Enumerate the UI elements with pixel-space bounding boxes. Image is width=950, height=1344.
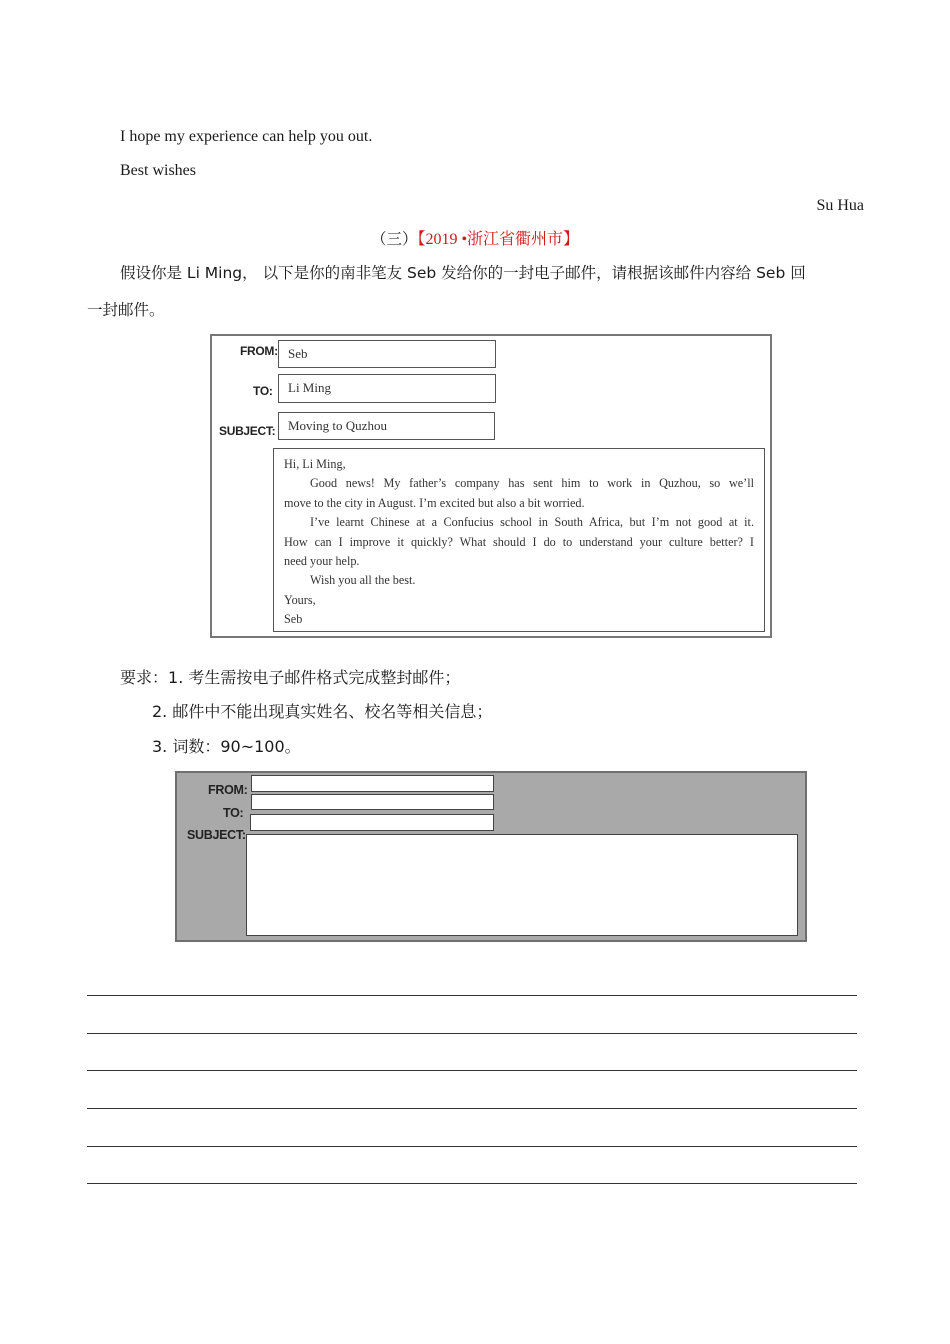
- form-to-input[interactable]: [251, 794, 494, 810]
- answer-line[interactable]: [87, 1146, 857, 1147]
- answer-line[interactable]: [87, 995, 857, 996]
- prompt-line-1: 假设你是 Li Ming， 以下是你的南非笔友 Seb 发给你的一封电子邮件，请根据该邮件内容给 Seb 回: [120, 264, 806, 282]
- prompt-line-2: 一封邮件。: [87, 301, 165, 319]
- form-to-label: TO:: [223, 806, 244, 820]
- form-subject-label: SUBJECT:: [187, 828, 246, 842]
- form-body-input[interactable]: [246, 834, 798, 936]
- body-line: Hi, Li Ming,: [284, 457, 346, 471]
- body-line: I’ve learnt Chinese at a Confucius school in South Africa, but I’m not good at it.: [310, 515, 754, 530]
- form-from-input[interactable]: [251, 775, 494, 792]
- signature: Su Hua: [816, 197, 864, 214]
- requirements-intro: 要求：: [120, 668, 169, 687]
- email-body: [273, 448, 765, 632]
- blank-email-form: [175, 771, 807, 942]
- subject-label: SUBJECT:: [219, 424, 276, 438]
- section-heading: [0, 229, 950, 250]
- answer-line[interactable]: [87, 1033, 857, 1034]
- body-line: Wish you all the best.: [310, 573, 416, 588]
- answer-line[interactable]: [87, 1183, 857, 1184]
- requirement-3: 3. 词数：90~100。: [152, 737, 301, 756]
- requirement-1: [120, 668, 460, 688]
- body-line: move to the city in August. I’m excited but also a bit worried.: [284, 495, 585, 510]
- answer-line[interactable]: [87, 1108, 857, 1109]
- sign-off: Best wishes: [120, 162, 196, 179]
- answer-line[interactable]: [87, 1070, 857, 1071]
- from-field: Seb: [278, 340, 496, 368]
- body-line: Yours,: [284, 592, 316, 607]
- section-number: （三）: [370, 230, 418, 248]
- body-line: Seb: [284, 612, 303, 627]
- to-field: Li Ming: [278, 374, 496, 403]
- example-email: [210, 334, 772, 638]
- to-label: TO:: [253, 384, 273, 398]
- form-subject-input[interactable]: [250, 814, 494, 831]
- requirement-2: 2. 邮件中不能出现真实姓名、校名等相关信息；: [152, 702, 493, 721]
- form-from-label: FROM:: [208, 783, 248, 797]
- body-line: need your help.: [284, 554, 360, 569]
- subject-field: Moving to Quzhou: [278, 412, 495, 440]
- from-label: FROM:: [240, 344, 278, 358]
- section-source: 【2019 •浙江省衢州市】: [417, 231, 580, 248]
- closing-line: I hope my experience can help you out.: [120, 128, 373, 145]
- requirement-item: 1. 考生需按电子邮件格式完成整封邮件；: [168, 668, 461, 687]
- body-line: Good news! My father’s company has sent him to work in Quzhou, so we’ll: [310, 476, 754, 491]
- body-line: How can I improve it quickly? What should I do to understand your culture better? I: [284, 534, 754, 549]
